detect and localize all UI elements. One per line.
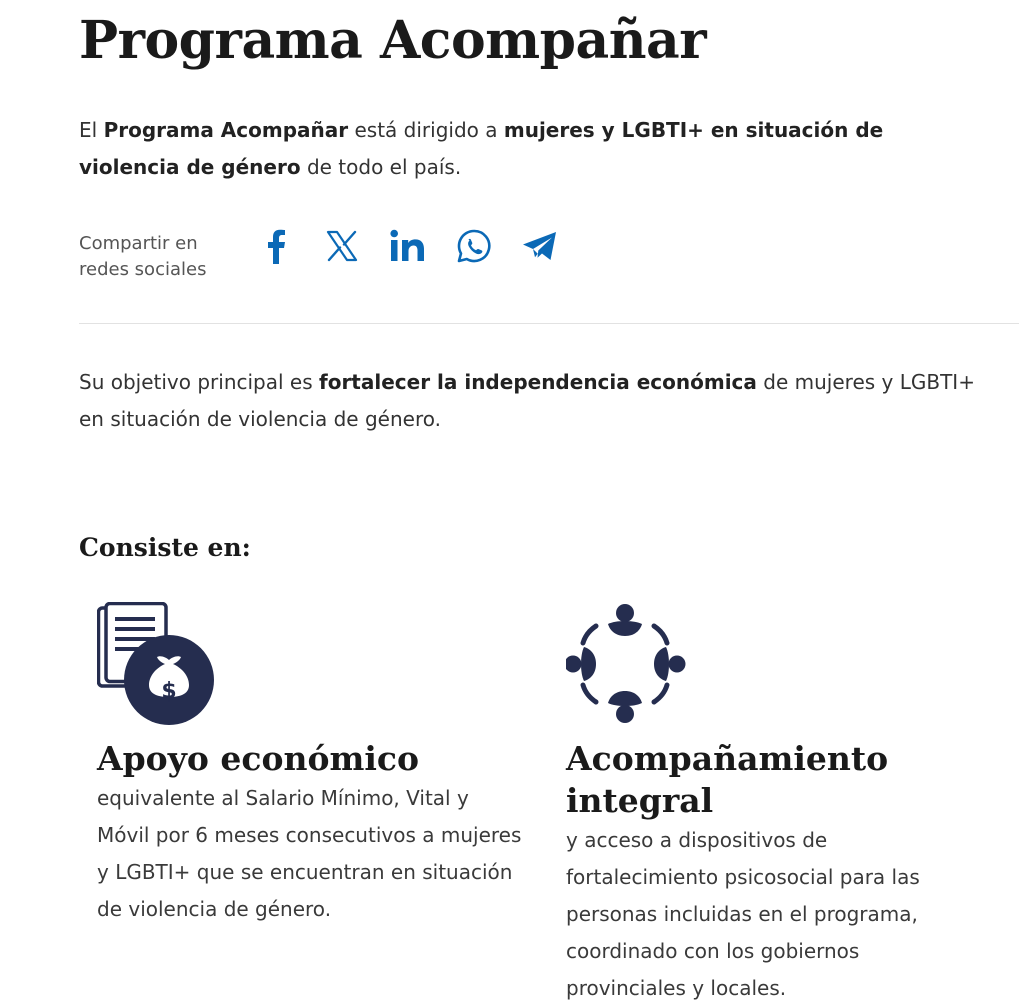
card-title: Acompañamiento integral: [566, 739, 889, 820]
share-bar: [79, 228, 586, 286]
svg-text:$: $: [161, 679, 177, 704]
card-text: y acceso a dispositivos de fortalecimiento psicosocial para las personas incluidas en el programa, coordinado con los gobiernos provinciales y locales.: [566, 828, 920, 1000]
card-integral-support: [566, 602, 986, 1007]
linkedin-icon[interactable]: [388, 226, 428, 266]
share-icons: [256, 226, 586, 266]
card-economic-support: [97, 602, 527, 928]
program-name: Programa Acompañar: [103, 118, 349, 142]
objective-highlight: fortalecer la independencia económica: [319, 370, 757, 394]
share-label: Compartir en redes sociales: [79, 233, 207, 280]
x-icon[interactable]: [322, 226, 362, 266]
money-document-icon: [97, 602, 217, 726]
card-title: Apoyo económico: [97, 739, 420, 778]
facebook-icon[interactable]: [256, 226, 296, 266]
whatsapp-icon[interactable]: [454, 226, 494, 266]
section-title: Consiste en:: [79, 533, 251, 562]
page-title: Programa Acompañar: [79, 10, 707, 71]
target-audience: mujeres y LGBTI+ en situación de violencia de género: [79, 118, 884, 179]
people-circle-icon: [566, 602, 686, 726]
intro-paragraph: El Programa Acompañar está dirigido a mujeres y LGBTI+ en situación de violencia de género de todo el país.: [79, 118, 884, 179]
divider: [79, 323, 1019, 324]
telegram-icon[interactable]: [520, 226, 560, 266]
objective-paragraph: Su objetivo principal es fortalecer la independencia económica de mujeres y LGBTI+ en situación de violencia de género.: [79, 370, 975, 431]
card-text: equivalente al Salario Mínimo, Vital y Móvil por 6 meses consecutivos a mujeres y LGBTI+ que se encuentran en situación de violencia de género.: [97, 786, 522, 921]
